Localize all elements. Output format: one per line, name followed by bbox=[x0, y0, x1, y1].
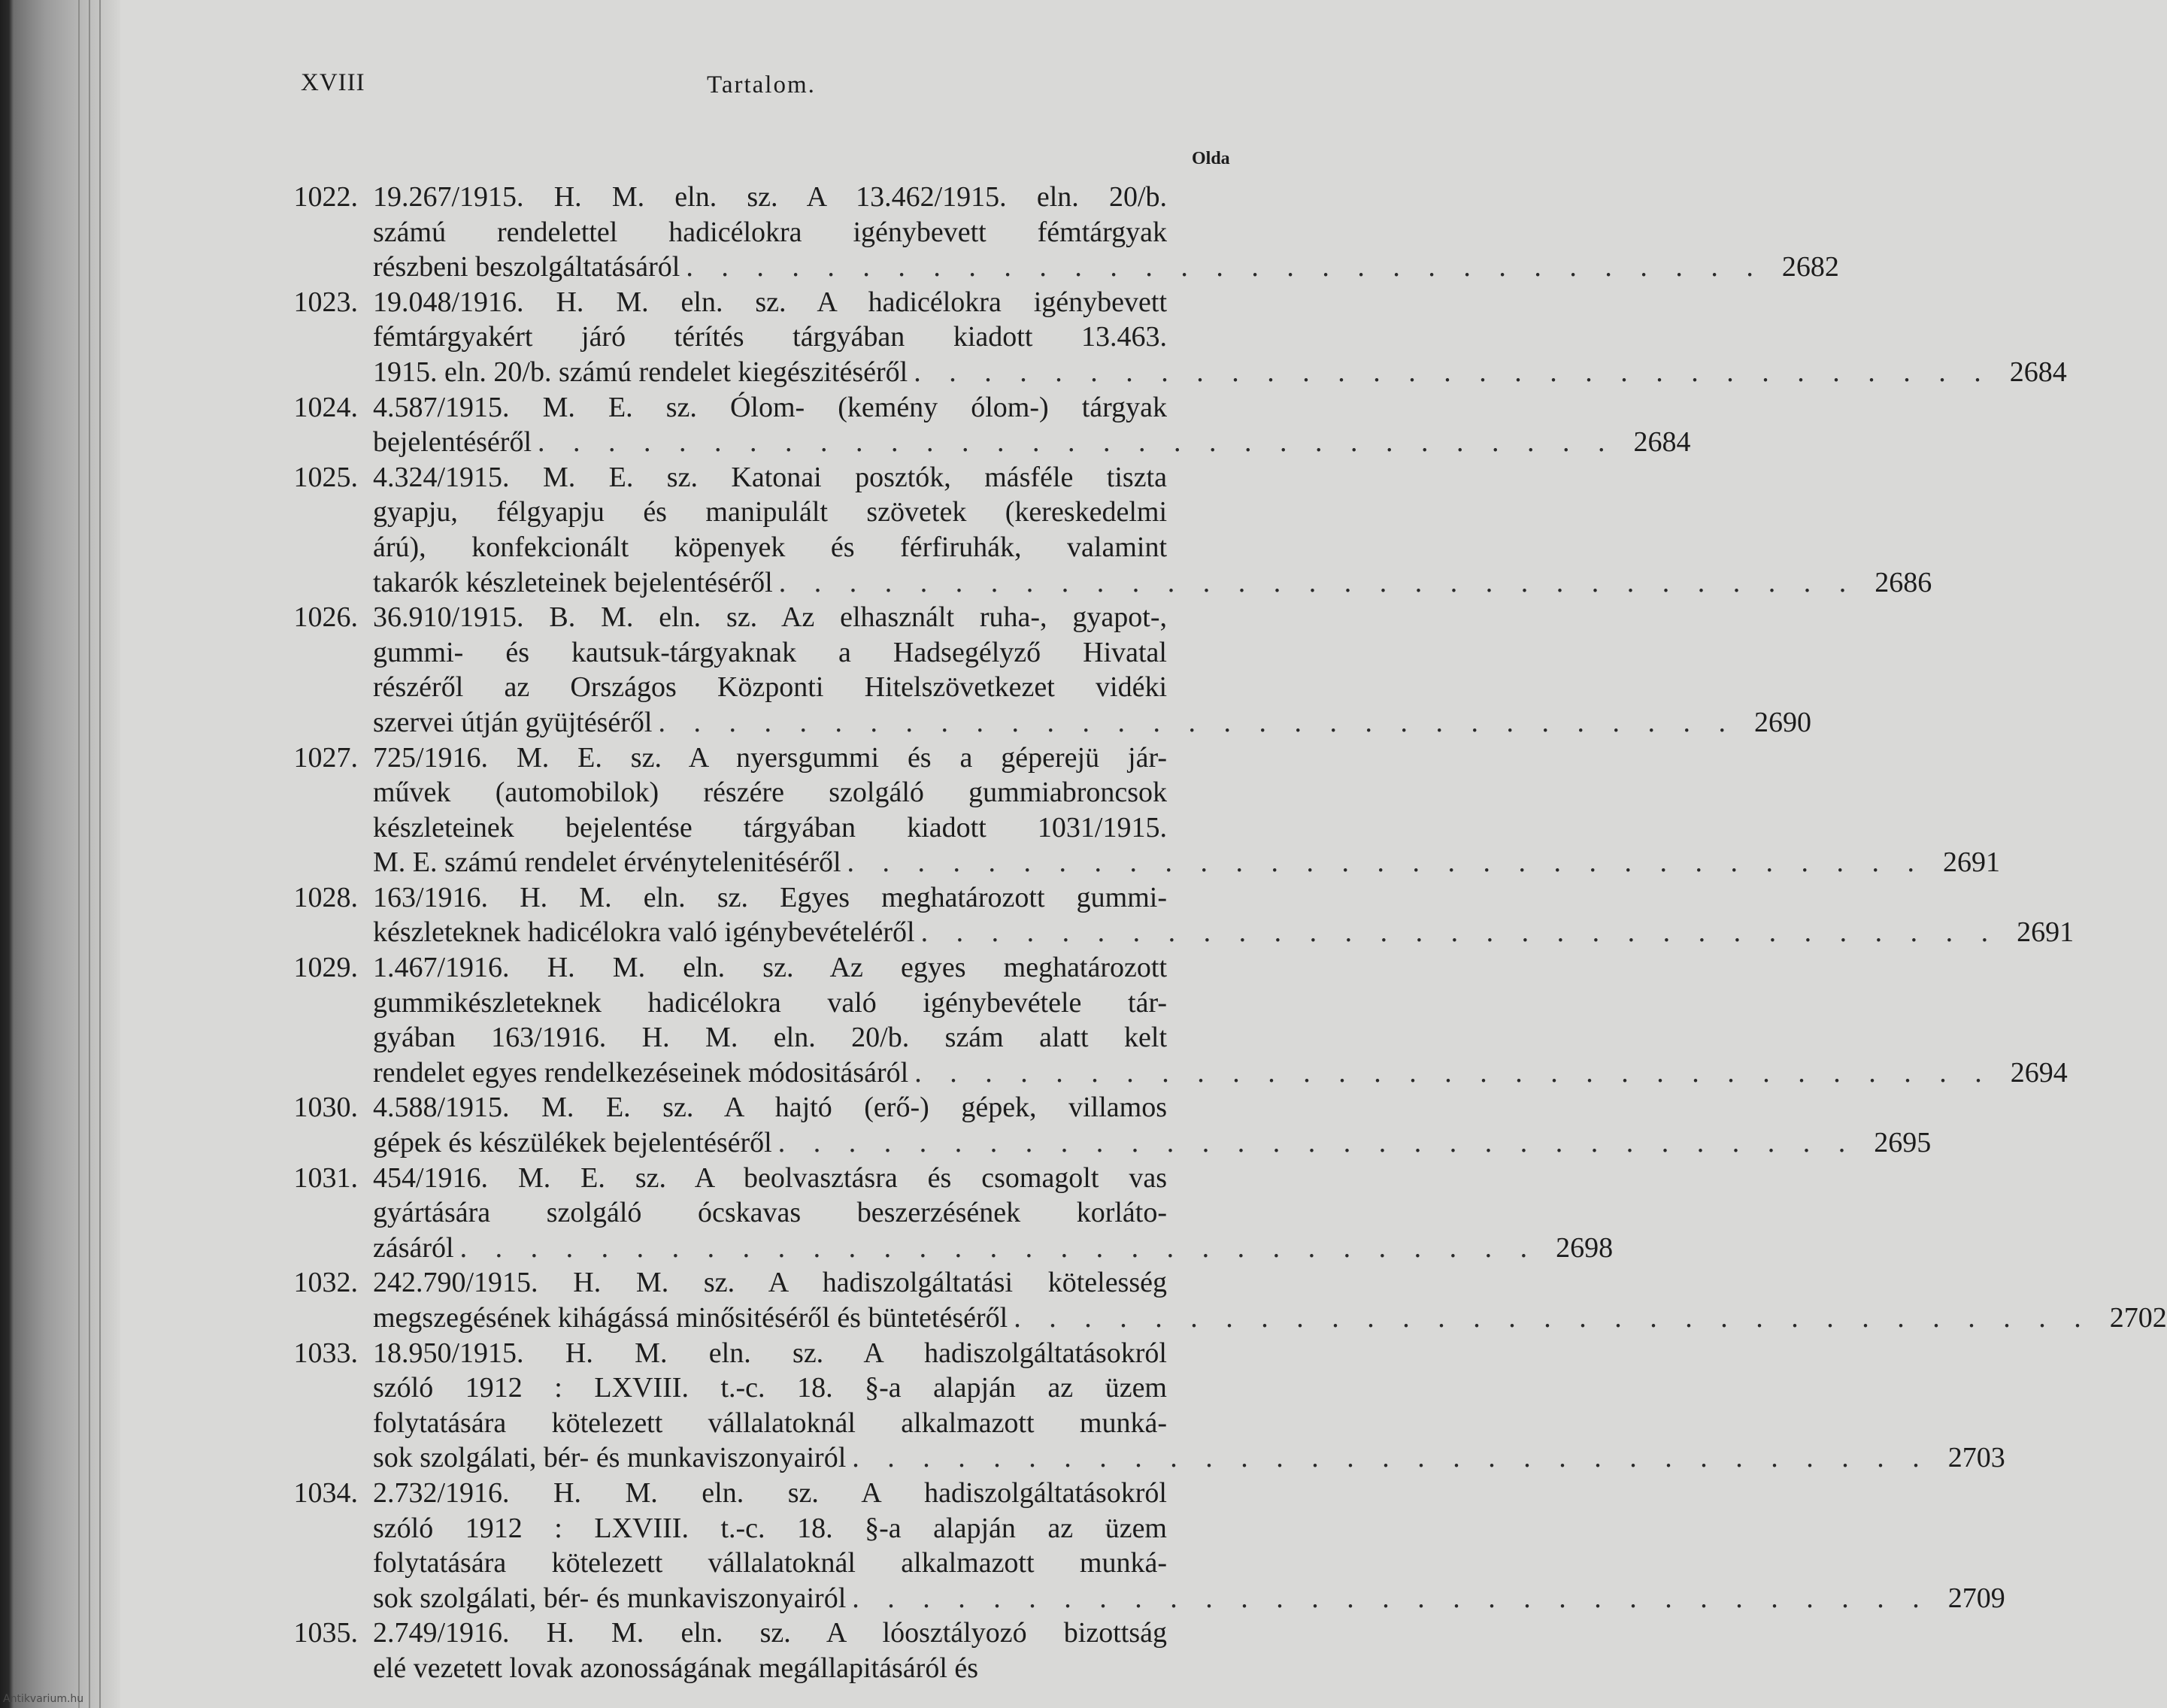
toc-entry bbox=[286, 1476, 2005, 1616]
toc-line bbox=[286, 986, 1242, 1022]
toc-line bbox=[286, 601, 1242, 636]
entry-text: megszegésének kihágássá minősitéséről és büntetéséről bbox=[373, 1302, 1008, 1334]
entry-text: szóló 1912 : LXVIII. t.-c. 18. §-a alapján az üzem bbox=[373, 1512, 1167, 1544]
page-reference: 2691 bbox=[2017, 916, 2075, 949]
page-reference: 2686 bbox=[1875, 566, 1932, 598]
page-reference: 2702 bbox=[2109, 1302, 2167, 1334]
entry-text: bejelentéséről bbox=[373, 426, 532, 459]
toc-line bbox=[286, 216, 1242, 251]
page-reference: 2703 bbox=[1947, 1442, 2005, 1474]
dot-leader: . . . . . . . . . . . . . . . . . . . . . . . . . . . . . . . bbox=[777, 1127, 1856, 1159]
entry-text: rendelet egyes rendelkezéseinek módositásáról bbox=[373, 1056, 909, 1089]
entry-number: 1024. bbox=[293, 391, 358, 423]
entry-number: 1022. bbox=[293, 181, 358, 213]
toc-line bbox=[286, 776, 1242, 811]
page-reference: 2694 bbox=[2010, 1056, 2068, 1089]
dot-leader: . . . . . . . . . . . . . . . . . . . . . . . . . . . . . . . bbox=[778, 566, 1857, 598]
entry-text: sok szolgálati, bér- és munkaviszonyairól bbox=[373, 1442, 847, 1474]
toc-line bbox=[286, 495, 1242, 531]
toc-line bbox=[286, 1476, 1242, 1512]
gutter-line bbox=[99, 0, 101, 1708]
entry-text: 19.048/1916. H. M. eln. sz. A hadicélokra igénybevett bbox=[373, 286, 1167, 318]
toc-line bbox=[286, 1652, 1242, 1687]
toc-line bbox=[286, 391, 1242, 426]
entry-text: M. E. számú rendelet érvénytelenitéséről bbox=[373, 846, 841, 879]
toc-line bbox=[286, 286, 1242, 321]
toc-line bbox=[286, 1337, 1242, 1372]
entry-text: gépek és készülékek bejelentéséről bbox=[373, 1127, 772, 1159]
dot-leader: . . . . . . . . . . . . . . . . . . . . . . . . . . . . . . . bbox=[1014, 1302, 2092, 1334]
entry-text: folytatására kötelezett vállalatoknál alkalmazott munká- bbox=[373, 1407, 1167, 1439]
entry-text: részbeni beszolgáltatásáról bbox=[373, 251, 680, 283]
gutter-line bbox=[78, 0, 80, 1708]
entry-text: 4.324/1915. M. E. sz. Katonai posztók, másféle tiszta bbox=[373, 461, 1167, 493]
toc-line bbox=[286, 461, 1242, 496]
toc-line bbox=[286, 566, 1932, 601]
entry-text: gyártására szolgáló ócskavas beszerzésének korláto- bbox=[373, 1197, 1167, 1229]
dot-leader: . . . . . . . . . . . . . . . . . . . . . . . . . . . . . . . bbox=[686, 251, 1764, 283]
entry-number: 1035. bbox=[293, 1617, 358, 1649]
toc-line bbox=[286, 741, 1242, 777]
toc-line bbox=[286, 1056, 2068, 1092]
toc-entry bbox=[286, 1337, 2005, 1476]
entry-text: szóló 1912 : LXVIII. t.-c. 18. §-a alapján az üzem bbox=[373, 1372, 1167, 1404]
toc-line bbox=[286, 811, 1242, 846]
toc-entry bbox=[286, 601, 1811, 740]
entry-text: gummi- és kautsuk-tárgyaknak a Hadsegélyző Hivatal bbox=[373, 636, 1167, 668]
table-of-contents bbox=[286, 180, 2167, 1687]
toc-line bbox=[286, 1371, 1242, 1407]
entry-text: szervei útján gyüjtéséről bbox=[373, 706, 653, 738]
toc-line bbox=[286, 1546, 1242, 1582]
toc-line bbox=[286, 250, 1839, 286]
entry-text: 163/1916. H. M. eln. sz. Egyes meghatározott gummi- bbox=[373, 881, 1167, 913]
entry-text: takarók készleteinek bejelentéséről bbox=[373, 566, 773, 598]
toc-entry bbox=[286, 391, 1691, 461]
entry-number: 1026. bbox=[293, 601, 358, 634]
toc-line bbox=[286, 1126, 1932, 1161]
toc-line bbox=[286, 1301, 2167, 1337]
toc-line bbox=[286, 671, 1242, 706]
dot-leader: . . . . . . . . . . . . . . . . . . . . . . . . . . . . . . . bbox=[658, 706, 1736, 738]
toc-line bbox=[286, 881, 1242, 916]
toc-line bbox=[286, 1441, 2005, 1476]
toc-entry bbox=[286, 180, 1839, 286]
entry-text: 242.790/1915. H. M. sz. A hadiszolgáltatási kötelesség bbox=[373, 1267, 1167, 1299]
toc-line bbox=[286, 1231, 1614, 1267]
page-reference: 2695 bbox=[1874, 1127, 1932, 1159]
entry-number: 1030. bbox=[293, 1092, 358, 1124]
entry-text: 2.749/1916. H. M. eln. sz. A lóosztályozó bizottság bbox=[373, 1617, 1167, 1649]
running-title: Tartalom. bbox=[707, 71, 816, 98]
toc-entry bbox=[286, 951, 2068, 1091]
page-reference: 2691 bbox=[1943, 846, 2001, 879]
dot-leader: . . . . . . . . . . . . . . . . . . . . . . . . . . . . . . . bbox=[459, 1231, 1538, 1264]
page-reference: 2690 bbox=[1753, 706, 1811, 738]
dot-leader: . . . . . . . . . . . . . . . . . . . . . . . . . . . . . . . bbox=[914, 1056, 1993, 1089]
entry-text: 454/1916. M. E. sz. A beolvasztásra és csomagolt vas bbox=[373, 1161, 1167, 1194]
toc-line bbox=[286, 425, 1691, 461]
dot-leader: . . . . . . . . . . . . . . . . . . . . . . . . . . . . . . . bbox=[852, 1582, 1930, 1614]
entry-text: készleteknek hadicélokra való igénybevételéről bbox=[373, 916, 915, 949]
entry-number: 1031. bbox=[293, 1161, 358, 1194]
entry-text: 36.910/1915. B. M. eln. sz. Az elhasznált ruha-, gyapot-, bbox=[373, 601, 1167, 634]
toc-line bbox=[286, 636, 1242, 671]
entry-number: 1032. bbox=[293, 1267, 358, 1299]
entry-text: 4.588/1915. M. E. sz. A hajtó (erő-) gépek, villamos bbox=[373, 1092, 1167, 1124]
toc-entry bbox=[286, 1616, 1242, 1686]
toc-line bbox=[286, 846, 2001, 881]
toc-line bbox=[286, 1021, 1242, 1056]
page-reference: 2698 bbox=[1556, 1231, 1614, 1264]
toc-line bbox=[286, 706, 1811, 741]
entry-text: gummikészleteknek hadicélokra való igénybevétele tár- bbox=[373, 986, 1167, 1019]
entry-number: 1028. bbox=[293, 881, 358, 913]
entry-text: részéről az Országos Központi Hitelszövetkezet vidéki bbox=[373, 671, 1167, 704]
dot-leader: . . . . . . . . . . . . . . . . . . . . . . . . . . . . . . . bbox=[920, 916, 1999, 949]
entry-number: 1027. bbox=[293, 741, 358, 774]
entry-text: zásáról bbox=[373, 1231, 454, 1264]
page-reference: 2682 bbox=[1781, 251, 1839, 283]
entry-text: 725/1916. M. E. sz. A nyersgummi és a géperejü jár- bbox=[373, 741, 1167, 774]
entry-text: elé vezetett lovak azonosságának megállapitásáról és bbox=[373, 1652, 979, 1684]
entry-text: 1915. eln. 20/b. számú rendelet kiegészitéséről bbox=[373, 356, 908, 388]
entry-text: gyapju, félgyapju és manipulált szövetek (kereskedelmi bbox=[373, 496, 1167, 528]
toc-line bbox=[286, 1582, 2005, 1617]
entry-text: sok szolgálati, bér- és munkaviszonyairól bbox=[373, 1582, 847, 1614]
toc-entry bbox=[286, 286, 2067, 391]
entry-text: fémtárgyakért járó térítés tárgyában kiadott 13.463. bbox=[373, 321, 1167, 353]
toc-line bbox=[286, 916, 2075, 951]
entry-text: művek (automobilok) részére szolgáló gummiabroncsok bbox=[373, 777, 1167, 809]
entry-text: 2.732/1916. H. M. eln. sz. A hadiszolgáltatásokról bbox=[373, 1476, 1167, 1509]
toc-entry bbox=[286, 461, 1932, 601]
entry-text: gyában 163/1916. H. M. eln. 20/b. szám alatt kelt bbox=[373, 1022, 1167, 1054]
toc-line bbox=[286, 1091, 1242, 1126]
entry-text: számú rendelettel hadicélokra igénybevett fémtárgyak bbox=[373, 216, 1167, 248]
page-reference: 2684 bbox=[2009, 356, 2067, 388]
entry-number: 1034. bbox=[293, 1476, 358, 1509]
gutter-line bbox=[89, 0, 90, 1708]
entry-text: 19.267/1915. H. M. eln. sz. A 13.462/1915. eln. 20/b. bbox=[373, 181, 1167, 213]
toc-line bbox=[286, 1407, 1242, 1442]
dot-leader: . . . . . . . . . . . . . . . . . . . . . . . . . . . . . . . bbox=[538, 426, 1616, 459]
toc-entry bbox=[286, 1091, 1932, 1161]
page-reference: 2684 bbox=[1633, 426, 1691, 459]
entry-text: folytatására kötelezett vállalatoknál alkalmazott munká- bbox=[373, 1547, 1167, 1579]
entry-number: 1033. bbox=[293, 1337, 358, 1369]
entry-text: készleteinek bejelentése tárgyában kiadott 1031/1915. bbox=[373, 811, 1167, 843]
entry-number: 1025. bbox=[293, 461, 358, 493]
toc-line bbox=[286, 1196, 1242, 1231]
toc-entry bbox=[286, 881, 2075, 951]
entry-number: 1029. bbox=[293, 952, 358, 984]
book-spine-shadow bbox=[0, 0, 120, 1708]
entry-text: 18.950/1915. H. M. eln. sz. A hadiszolgáltatásokról bbox=[373, 1337, 1167, 1369]
toc-entry bbox=[286, 1266, 2167, 1336]
toc-line bbox=[286, 951, 1242, 986]
toc-line bbox=[286, 531, 1242, 566]
watermark: Antikvarium.hu bbox=[3, 1693, 84, 1705]
toc-line bbox=[286, 1266, 1242, 1301]
page-column-heading: Olda bbox=[1192, 149, 1230, 168]
dot-leader: . . . . . . . . . . . . . . . . . . . . . . . . . . . . . . . bbox=[847, 846, 1926, 879]
toc-entry bbox=[286, 1161, 1614, 1267]
page-header bbox=[301, 69, 1203, 107]
page-number: XVIII bbox=[301, 69, 365, 96]
toc-entry bbox=[286, 741, 2001, 881]
toc-line bbox=[286, 356, 2067, 391]
entry-text: árú), konfekcionált köpenyek és férfiruhák, valamint bbox=[373, 531, 1167, 563]
page-reference: 2709 bbox=[1947, 1582, 2005, 1614]
toc-line bbox=[286, 1161, 1242, 1197]
toc-line bbox=[286, 1512, 1242, 1547]
dot-leader: . . . . . . . . . . . . . . . . . . . . . . . . . . . . . . . bbox=[914, 356, 1992, 388]
entry-text: 4.587/1915. M. E. sz. Ólom- (kemény ólom-) tárgyak bbox=[373, 391, 1167, 423]
entry-number: 1023. bbox=[293, 286, 358, 318]
toc-line bbox=[286, 180, 1242, 216]
toc-line bbox=[286, 1616, 1242, 1652]
toc-line bbox=[286, 320, 1242, 356]
entry-text: 1.467/1916. H. M. eln. sz. Az egyes meghatározott bbox=[373, 952, 1167, 984]
dot-leader: . . . . . . . . . . . . . . . . . . . . . . . . . . . . . . . bbox=[852, 1442, 1930, 1474]
